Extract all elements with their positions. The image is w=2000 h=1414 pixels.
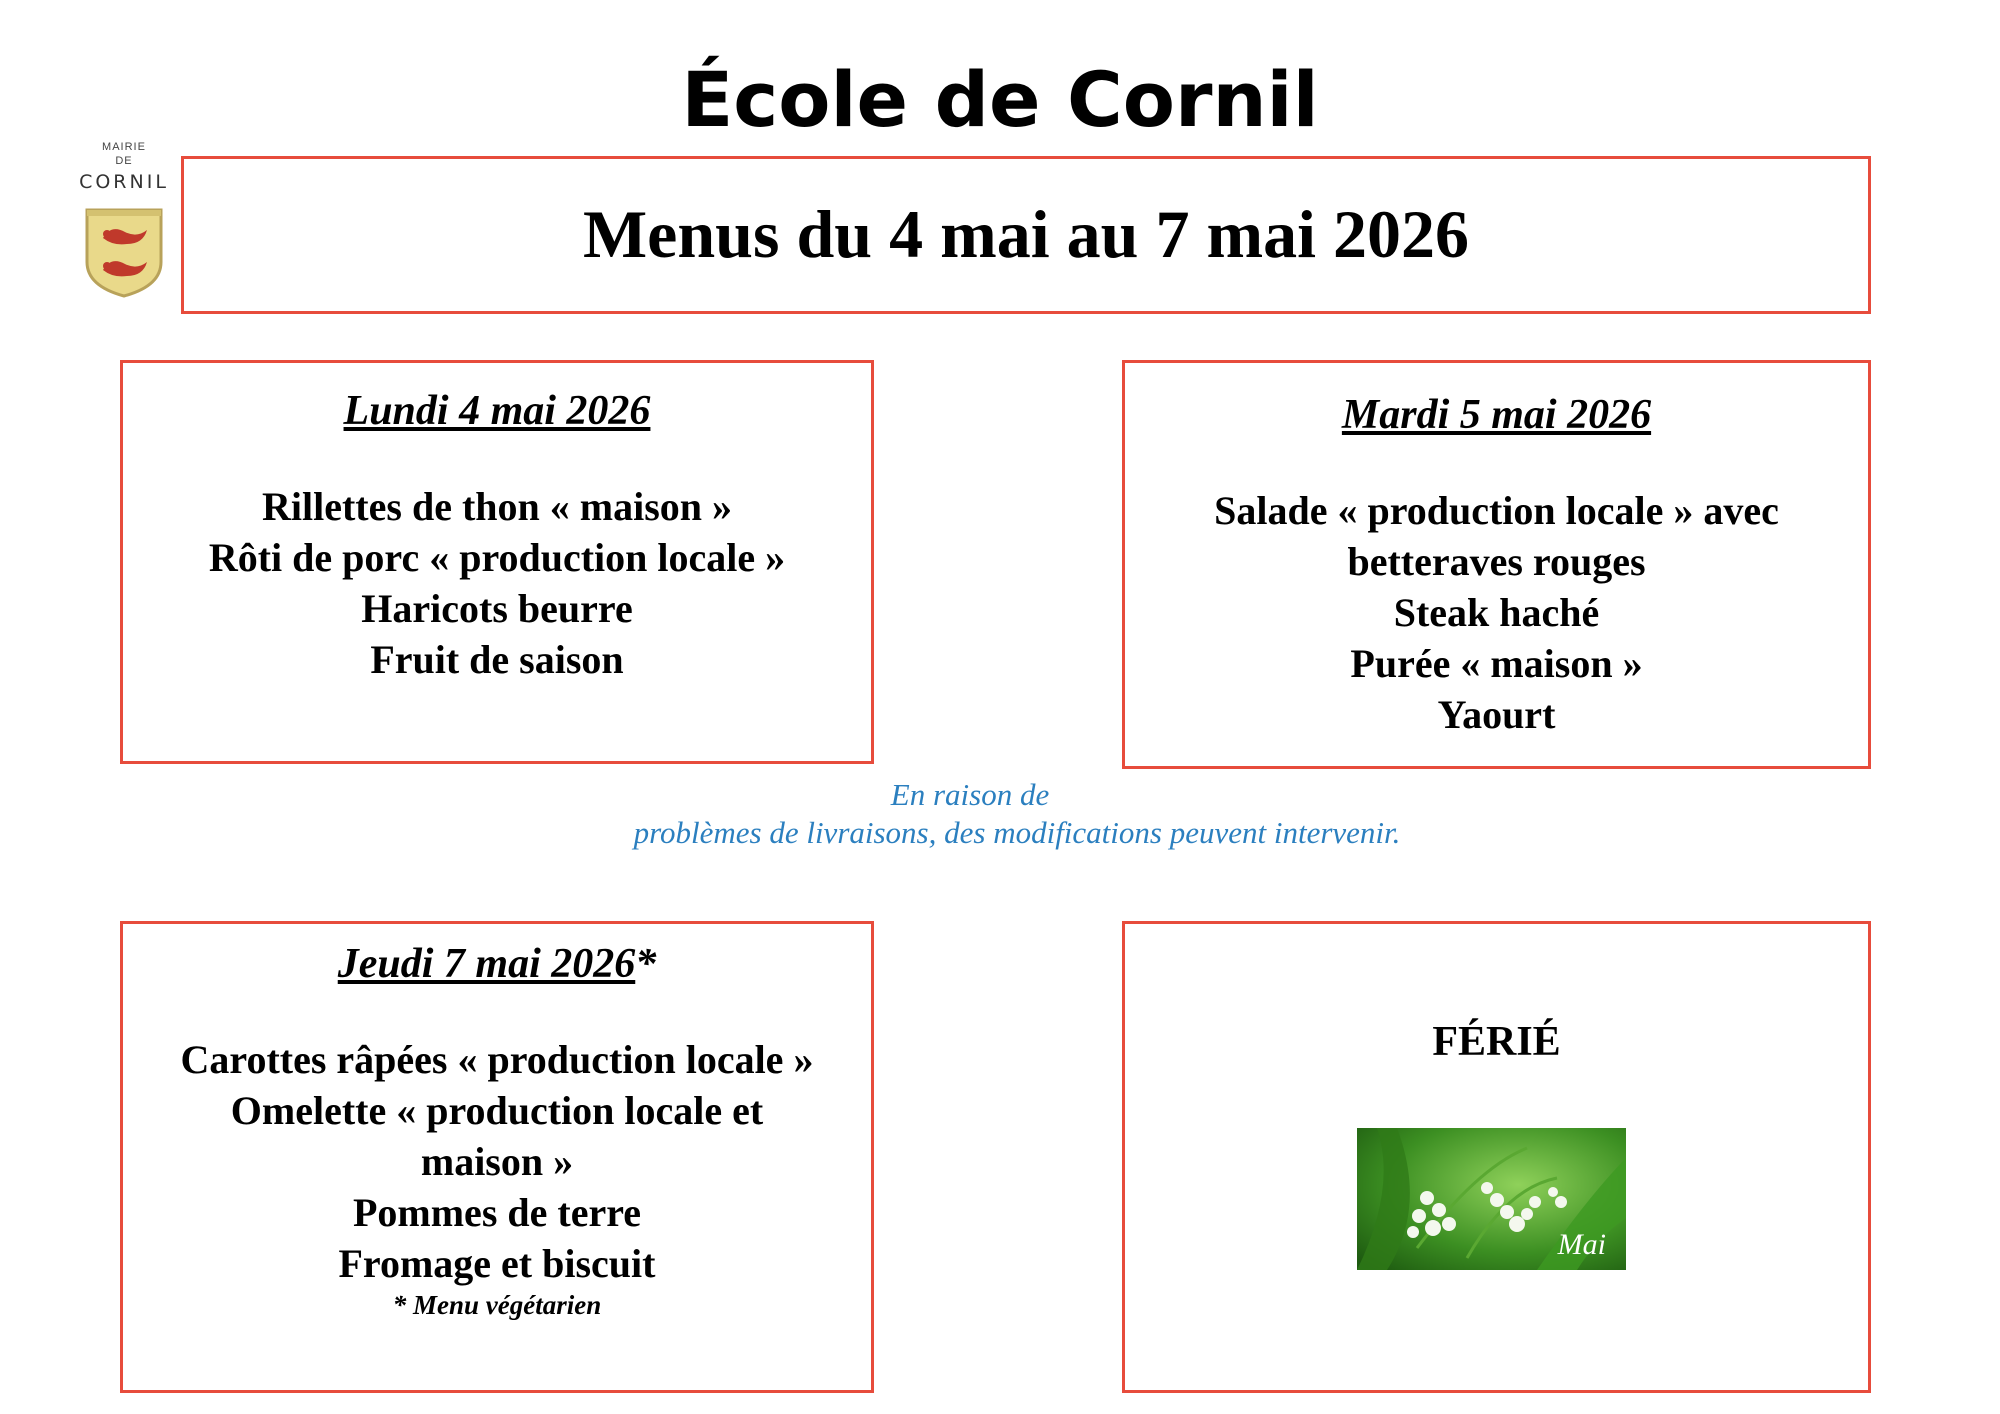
menu-item: Pommes de terre bbox=[352, 1190, 641, 1235]
menu-item: betteraves rouges bbox=[1347, 539, 1646, 584]
menu-items bbox=[123, 481, 871, 685]
day-title: Lundi 4 mai 2026 bbox=[343, 388, 651, 434]
mairie-logo bbox=[62, 140, 186, 306]
menu-item: Salade « production locale » avec bbox=[1214, 488, 1779, 533]
logo-line-2: DE bbox=[115, 155, 133, 167]
menu-item: maison » bbox=[420, 1139, 574, 1184]
day-title bbox=[123, 938, 871, 990]
day-title-text: Jeudi 7 mai 2026 bbox=[337, 941, 636, 987]
menu-item: Haricots beurre bbox=[361, 586, 633, 631]
lily-of-the-valley-image bbox=[1357, 1128, 1626, 1270]
header-box bbox=[181, 156, 1871, 314]
mai-label: Mai bbox=[1557, 1228, 1606, 1261]
menu-item: Rôti de porc « production locale » bbox=[208, 535, 786, 580]
menu-item: Fruit de saison bbox=[370, 637, 624, 682]
day-box-lundi bbox=[120, 360, 874, 764]
logo-line-1: MAIRIE bbox=[102, 141, 146, 153]
menu-items bbox=[1125, 485, 1868, 740]
holiday-label: FÉRIÉ bbox=[1432, 1019, 1561, 1065]
delivery-notice bbox=[0, 776, 2000, 852]
menu-item: Fromage et biscuit bbox=[338, 1241, 656, 1286]
vegetarian-asterisk: * bbox=[635, 941, 657, 987]
day-box-jeudi bbox=[120, 921, 874, 1393]
menu-items bbox=[123, 1034, 871, 1289]
vegetarian-note: * Menu végétarien bbox=[392, 1290, 602, 1320]
day-box-mardi bbox=[1122, 360, 1871, 769]
menu-period-title: Menus du 4 mai au 7 mai 2026 bbox=[583, 196, 1469, 272]
menu-item: Carottes râpées « production locale » bbox=[180, 1037, 814, 1082]
menu-item: Rillettes de thon « maison » bbox=[262, 484, 732, 529]
school-title: École de Cornil bbox=[681, 55, 1319, 144]
menu-item: Omelette « production locale et bbox=[230, 1088, 764, 1133]
menu-item: Purée « maison » bbox=[1350, 641, 1643, 686]
day-title: Mardi 5 mai 2026 bbox=[1341, 392, 1652, 438]
coat-of-arms-icon bbox=[81, 204, 167, 300]
logo-line-3: CORNIL bbox=[79, 171, 169, 193]
notice-line-1: En raison de bbox=[890, 777, 1050, 812]
menu-item: Yaourt bbox=[1437, 692, 1556, 737]
menu-item: Steak haché bbox=[1393, 590, 1600, 635]
notice-line-2: problèmes de livraisons, des modifications peuvent intervenir. bbox=[633, 815, 1401, 850]
